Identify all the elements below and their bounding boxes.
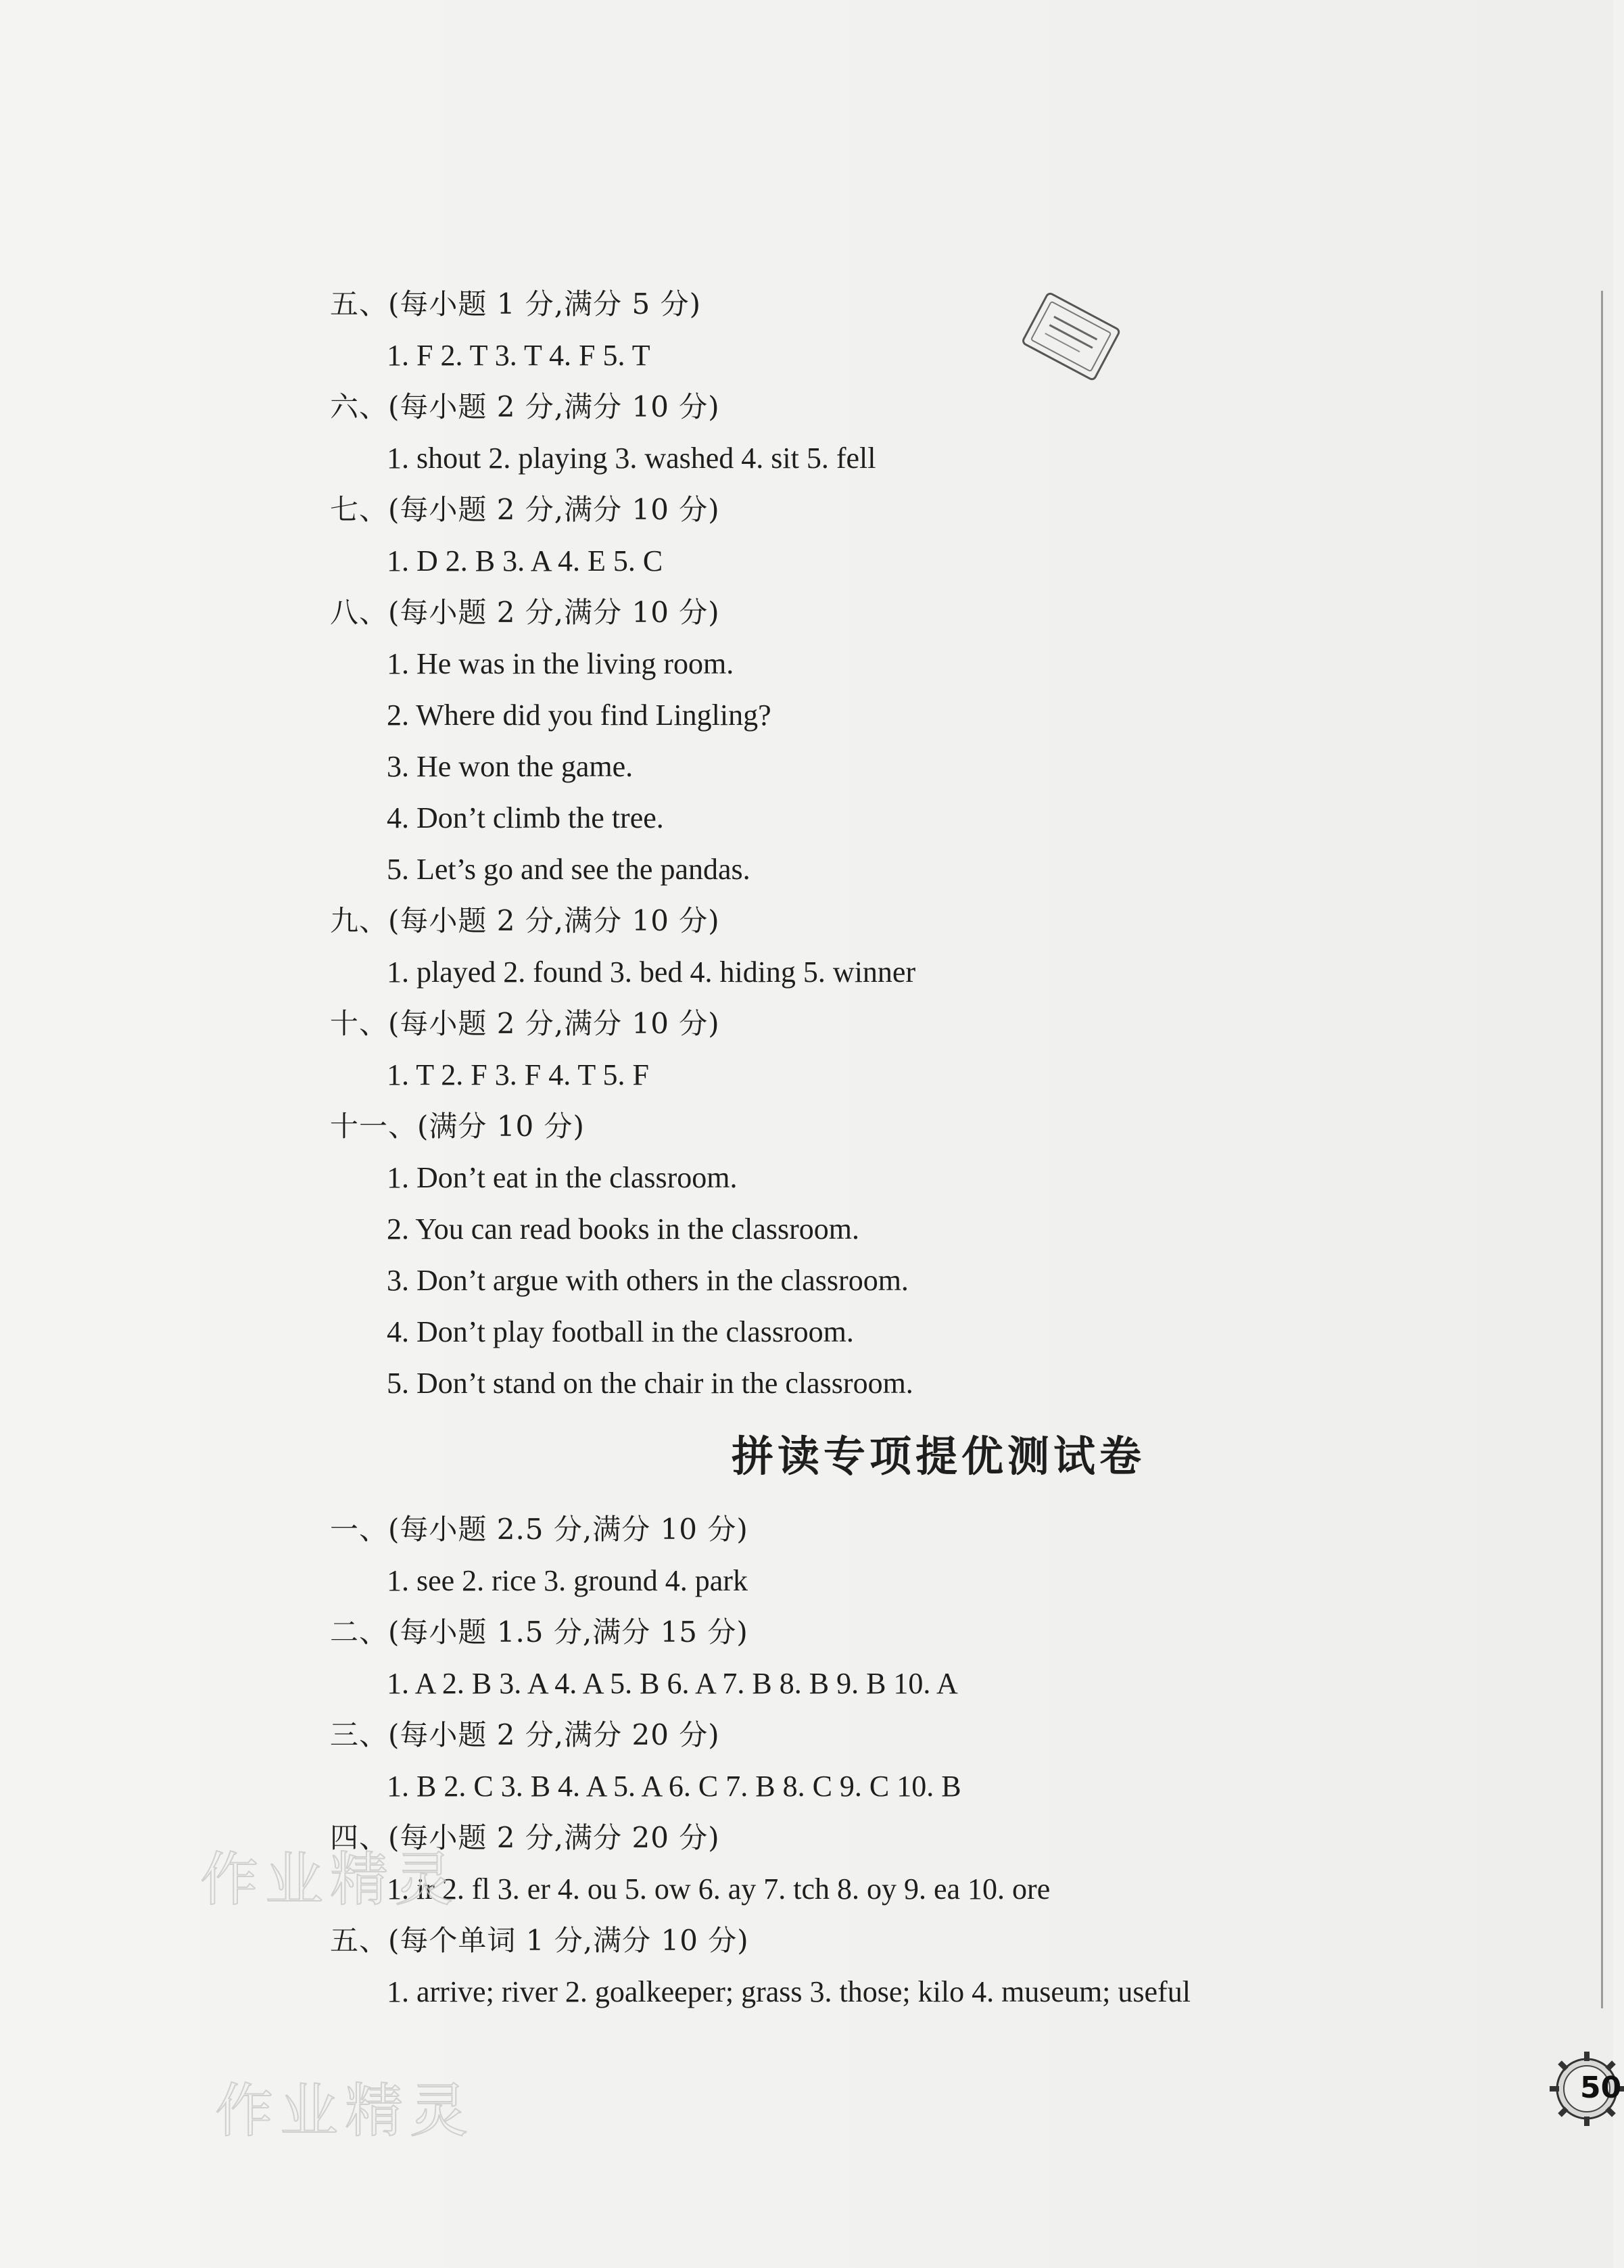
answer-line: 5. Don’t stand on the chair in the classroom. <box>387 1367 913 1400</box>
section-heading: 二、(每小题 1.5 分,满分 15 分) <box>330 1615 748 1649</box>
section-heading: 一、(每小题 2.5 分,满分 10 分) <box>330 1513 748 1546</box>
section-heading: 五、(每个单词 1 分,满分 10 分) <box>330 1924 749 1957</box>
answer-line: 1. T 2. F 3. F 4. T 5. F <box>387 1058 649 1091</box>
section-heading: 九、(每小题 2 分,满分 10 分) <box>330 904 720 937</box>
watermark: 作业精灵 <box>200 1846 460 1914</box>
show-through-text <box>1487 487 1596 1501</box>
sections-part-b <box>330 1504 1479 2018</box>
answer-line: 1. shout 2. playing 3. washed 4. sit 5. fell <box>387 442 876 475</box>
answer-line: 4. Don’t play football in the classroom. <box>387 1315 854 1348</box>
page-number: 50 <box>1580 2071 1622 2105</box>
section-heading: 八、(每小题 2 分,满分 10 分) <box>330 596 720 629</box>
answer-line: 1. arrive; river 2. goalkeeper; grass 3. those; kilo 4. museum; useful <box>387 1975 1191 2008</box>
answer-line: 1. A 2. B 3. A 4. A 5. B 6. A 7. B 8. B 9. B 10. A <box>387 1667 958 1700</box>
answer-line: 1. ir 2. fl 3. er 4. ou 5. ow 6. ay 7. tch 8. oy 9. ea 10. ore <box>387 1872 1051 1906</box>
answer-line: 1. B 2. C 3. B 4. A 5. A 6. C 7. B 8. C 9. C 10. B <box>387 1770 961 1803</box>
section-heading: 十、(每小题 2 分,满分 10 分) <box>330 1007 720 1040</box>
answer-line: 1. Don’t eat in the classroom. <box>387 1161 738 1194</box>
answer-line: 3. He won the game. <box>387 750 634 783</box>
section-heading: 五、(每小题 1 分,满分 5 分) <box>330 287 701 321</box>
section-heading: 三、(每小题 2 分,满分 20 分) <box>330 1718 720 1751</box>
answer-line: 1. played 2. found 3. bed 4. hiding 5. winner <box>387 955 916 989</box>
sections-part-a <box>330 279 1479 1409</box>
section-heading: 六、(每小题 2 分,满分 10 分) <box>330 390 720 423</box>
answer-line: 4. Don’t climb the tree. <box>387 801 664 834</box>
answer-line: 1. He was in the living room. <box>387 647 734 680</box>
section-heading: 十一、(满分 10 分) <box>330 1110 585 1143</box>
section-heading: 七、(每小题 2 分,满分 10 分) <box>330 493 720 526</box>
answer-line: 1. D 2. B 3. A 4. E 5. C <box>387 544 663 577</box>
answer-line: 2. You can read books in the classroom. <box>387 1212 860 1246</box>
answer-content <box>330 279 1479 2018</box>
answer-line: 2. Where did you find Lingling? <box>387 699 771 732</box>
section-heading: 四、(每小题 2 分,满分 20 分) <box>330 1821 720 1854</box>
binding-rule <box>1601 291 1603 2008</box>
part-title: 拼读专项提优测试卷 <box>732 1432 1146 1481</box>
watermark: 作业精灵 <box>215 2077 475 2145</box>
answer-line: 5. Let’s go and see the pandas. <box>387 853 750 886</box>
answer-line: 3. Don’t argue with others in the classroom. <box>387 1264 909 1297</box>
answer-line: 1. see 2. rice 3. ground 4. park <box>387 1564 748 1597</box>
answer-line: 1. F 2. T 3. T 4. F 5. T <box>387 339 650 372</box>
